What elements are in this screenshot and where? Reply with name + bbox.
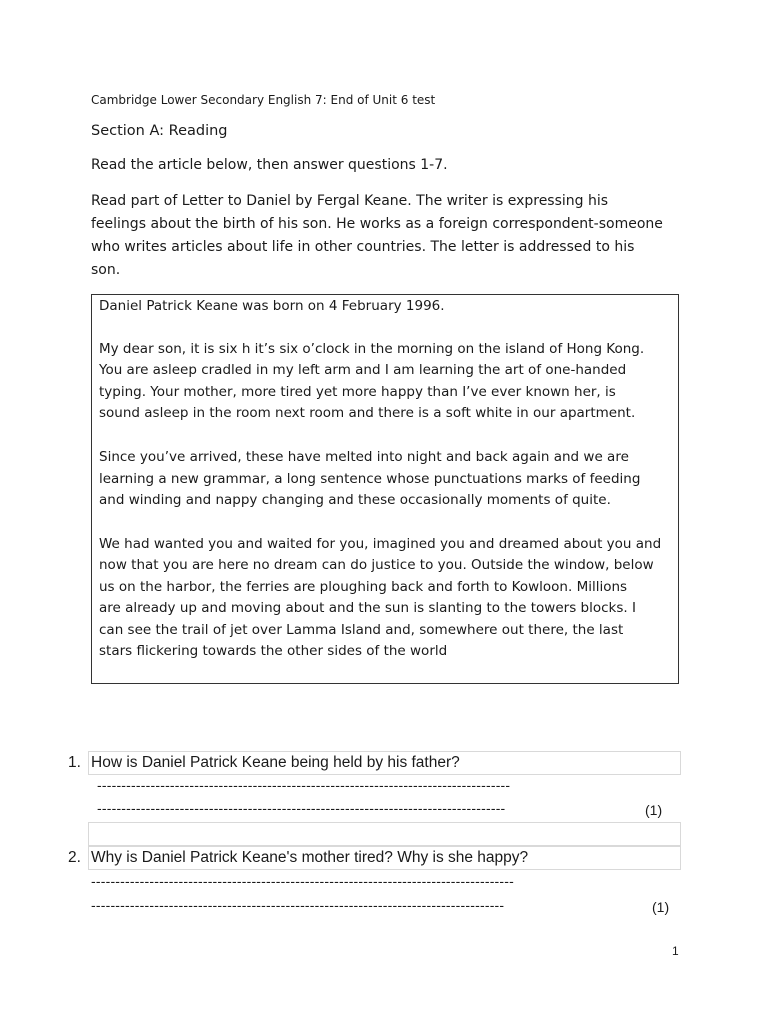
question-2-marks: (1) [652,899,670,915]
page-number: 1 [672,944,679,958]
article-line: Daniel Patrick Keane was born on 4 February 1996. [99,298,445,314]
answer-line[interactable]: ------------------------------------------------------------------------------------- [91,897,505,913]
section-title: Section A: Reading [91,123,228,139]
answer-line[interactable]: ------------------------------------------------------------------------------------ [97,800,506,816]
intro-line: feelings about the birth of his son. He works as a foreign correspondent-someone [91,216,663,232]
question-1-number: 1. [68,754,81,771]
answer-line[interactable]: --------------------------------------------------------------------------------------- [91,873,515,889]
intro-line: Read part of Letter to Daniel by Fergal Keane. The writer is expressing his [91,193,609,209]
article-line: stars flickering towards the other sides of the world [99,643,448,659]
article-excerpt-box [91,294,679,684]
article-line: can see the trail of jet over Lamma Island and, somewhere out there, the last [99,622,624,638]
question-1-text: How is Daniel Patrick Keane being held by his father? [91,754,460,771]
intro-paragraph [91,190,681,282]
article-line: typing. Your mother, more tired yet more happy than I’ve ever known her, is [99,384,616,400]
article-line: sound asleep in the room next room and there is a soft white in our apartment. [99,405,636,421]
article-line: are already up and moving about and the sun is slanting to the towers blocks. I [99,600,636,616]
article-line: learning a new grammar, a long sentence whose punctuations marks of feeding [99,471,641,487]
page-header: Cambridge Lower Secondary English 7: End of Unit 6 test [91,93,436,107]
article-line: us on the harbor, the ferries are ploughing back and forth to Kowloon. Millions [99,579,628,595]
intro-line: who writes articles about life in other countries. The letter is addressed to his [91,239,635,255]
article-line: and winding and nappy changing and these occasionally moments of quite. [99,492,611,508]
instruction-text: Read the article below, then answer questions 1-7. [91,157,448,173]
spacer-box [88,822,681,846]
answer-line[interactable]: ------------------------------------------------------------------------------------- [97,777,511,793]
intro-line: son. [91,262,121,278]
article-line: You are asleep cradled in my left arm and I am learning the art of one-handed [99,362,627,378]
article-line: Since you’ve arrived, these have melted into night and back again and we are [99,449,629,465]
question-2-number: 2. [68,849,81,866]
article-line: We had wanted you and waited for you, imagined you and dreamed about you and [99,536,662,552]
article-line: My dear son, it is six h it’s six o’clock in the morning on the island of Hong Kong. [99,341,645,357]
article-line: now that you are here no dream can do justice to you. Outside the window, below [99,557,654,573]
question-2-text: Why is Daniel Patrick Keane's mother tired? Why is she happy? [91,849,529,866]
question-1-marks: (1) [645,802,663,818]
